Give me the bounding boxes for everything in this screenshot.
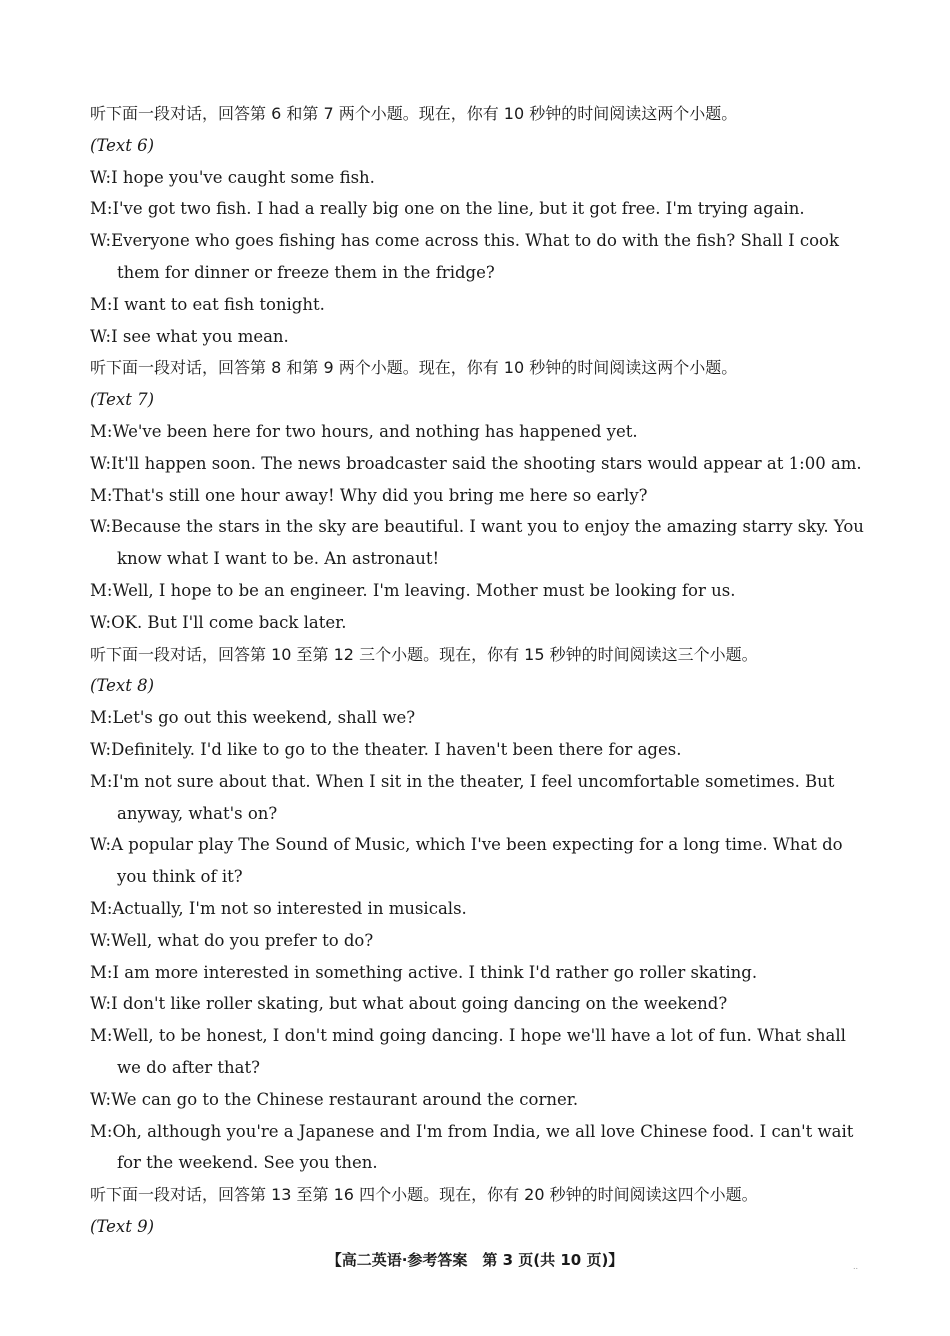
dialogue-line: M:We've been here for two hours, and nothing has happened yet. <box>90 421 638 441</box>
dialogue-line: M:Well, to be honest, I don't mind going dancing. I hope we'll have a lot of fun. What shall we do after that? <box>90 1026 846 1077</box>
dialogue-line: W:Definitely. I'd like to go to the theater. I haven't been there for ages. <box>90 739 682 759</box>
text-label: (Text 8) <box>90 676 155 696</box>
dialogue-line: M:I've got two fish. I had a really big one on the line, but it got free. I'm trying again. <box>90 199 805 219</box>
dialogue-line: W:It'll happen soon. The news broadcaster said the shooting stars would appear at 1:00 am. <box>90 453 862 473</box>
dialogue-line: W:OK. But I'll come back later. <box>90 612 347 632</box>
dialogue-line: W:Because the stars in the sky are beautiful. I want you to enjoy the amazing starry sky. You know what I want to be. An astronaut! <box>90 517 864 569</box>
dialogue-line: M:Oh, although you're a Japanese and I'm from India, we all love Chinese food. I can't wait for the weekend. See you then. <box>90 1121 854 1173</box>
page-footer: 【高二英语·参考答案 第 3 页(共 10 页)】 <box>326 1251 624 1269</box>
document-body <box>90 98 865 1243</box>
instruction: 听下面一段对话，回答第 10 至第 12 三个小题。现在，你有 15 秒钟的时间阅读这三个小题。 <box>90 644 758 664</box>
instruction: 听下面一段对话，回答第 8 和第 9 两个小题。现在，你有 10 秒钟的时间阅读这两个小题。 <box>90 358 738 378</box>
dialogue-line: M:Well, I hope to be an engineer. I'm leaving. Mother must be looking for us. <box>90 580 736 600</box>
dialogue-line: M:That's still one hour away! Why did you bring me here so early? <box>90 485 648 505</box>
text-label: (Text 7) <box>90 390 155 410</box>
instruction: 听下面一段对话，回答第 13 至第 16 四个小题。现在，你有 20 秒钟的时间阅读这四个小题。 <box>90 1185 758 1205</box>
dialogue-line: W:I see what you mean. <box>90 326 289 346</box>
dialogue-line: W:I hope you've caught some fish. <box>90 167 375 187</box>
dialogue-line: W:A popular play The Sound of Music, which I've been expecting for a long time. What do you think of it? <box>90 835 843 887</box>
dialogue-line: M:I am more interested in something active. I think I'd rather go roller skating. <box>90 962 758 982</box>
dialogue-line: M:Actually, I'm not so interested in musicals. <box>90 898 467 918</box>
scan-mark: .. <box>853 1262 859 1271</box>
dialogue-line: W:Everyone who goes fishing has come across this. What to do with the fish? Shall I cook them for dinner or freeze them in the fridge? <box>90 231 839 282</box>
dialogue-line: W:I don't like roller skating, but what about going dancing on the weekend? <box>90 994 728 1014</box>
dialogue-line: M:I'm not sure about that. When I sit in the theater, I feel uncomfortable sometimes. But anyway, what's on? <box>90 771 835 823</box>
instruction: 听下面一段对话，回答第 6 和第 7 两个小题。现在，你有 10 秒钟的时间阅读这两个小题。 <box>90 104 738 123</box>
dialogue-line: M:I want to eat fish tonight. <box>90 294 325 314</box>
text-label: (Text 6) <box>90 135 155 155</box>
dialogue-line: W:Well, what do you prefer to do? <box>90 930 374 950</box>
dialogue-line: W:We can go to the Chinese restaurant around the corner. <box>90 1089 579 1109</box>
dialogue-line: M:Let's go out this weekend, shall we? <box>90 708 416 728</box>
text-label: (Text 9) <box>90 1216 155 1236</box>
